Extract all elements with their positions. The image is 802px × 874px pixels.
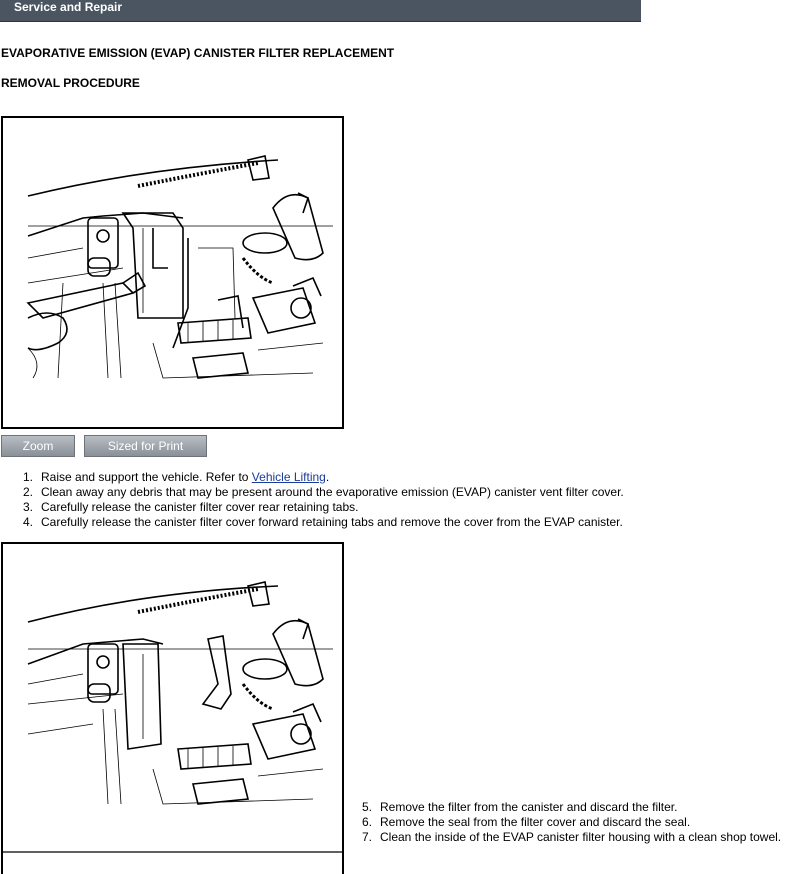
illustration-drawing bbox=[3, 544, 342, 874]
section-title: REMOVAL PROCEDURE bbox=[1, 76, 140, 90]
steps-list-2 bbox=[356, 800, 781, 845]
illustration-removal-1 bbox=[1, 116, 344, 429]
list-item: 1. Raise and support the vehicle. Refer to Vehicle Lifting. bbox=[22, 470, 330, 484]
vehicle-lifting-link[interactable]: Vehicle Lifting bbox=[251, 470, 326, 484]
list-item: 6. Remove the seal from the filter cover and discard the seal. bbox=[361, 815, 691, 829]
list-item: 3. Carefully release the canister filter cover rear retaining tabs. bbox=[22, 500, 359, 514]
steps-list-1 bbox=[17, 470, 624, 530]
sized-for-print-button[interactable]: Sized for Print bbox=[84, 435, 207, 457]
list-item: 5. Remove the filter from the canister and discard the filter. bbox=[361, 800, 678, 814]
illustration-removal-2 bbox=[1, 542, 344, 874]
page-title: EVAPORATIVE EMISSION (EVAP) CANISTER FILTER REPLACEMENT bbox=[1, 46, 395, 60]
list-item: 2. Clean away any debris that may be present around the evaporative emission (EVAP) canister vent filter cover. bbox=[22, 485, 624, 499]
header-title: Service and Repair bbox=[14, 0, 123, 14]
list-item: 7. Clean the inside of the EVAP canister filter housing with a clean shop towel. bbox=[361, 830, 782, 844]
list-item: 4. Carefully release the canister filter cover forward retaining tabs and remove the cover from the EVAP canister. bbox=[22, 515, 623, 529]
header-bar bbox=[0, 0, 641, 22]
illustration-drawing bbox=[3, 118, 342, 427]
zoom-button[interactable]: Zoom bbox=[1, 435, 75, 457]
